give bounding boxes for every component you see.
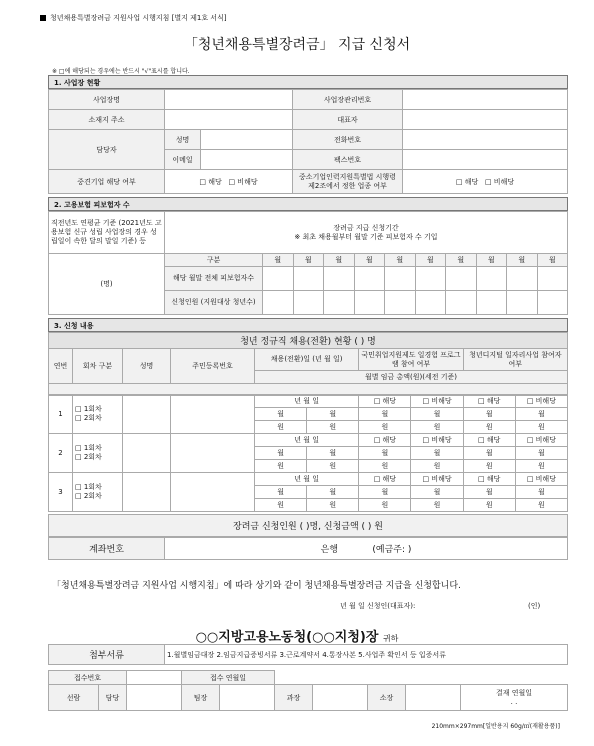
midsize-no-checkbox[interactable]: □ 비해당 xyxy=(228,177,258,186)
wage-cell[interactable]: 원 xyxy=(515,460,567,473)
representative-field[interactable] xyxy=(403,110,568,130)
midsize-yes-checkbox[interactable]: □ 해당 xyxy=(199,177,222,186)
receipt-date-label: 접수 연월일 xyxy=(182,671,275,685)
wage-cell[interactable]: 원 xyxy=(359,421,411,434)
new-hires-cell[interactable] xyxy=(385,291,416,315)
month-cell[interactable]: 월 xyxy=(507,254,538,267)
form-title: 「청년채용특별장려금」 지급 신청서 xyxy=(183,37,411,53)
wage-month-cell[interactable]: 월 xyxy=(411,447,463,460)
wage-month-cell[interactable]: 월 xyxy=(307,408,359,421)
approval-table xyxy=(48,670,568,711)
wage-cell[interactable]: 원 xyxy=(359,460,411,473)
business-name-label: 사업장명 xyxy=(49,90,165,110)
total-insured-cell[interactable] xyxy=(293,267,324,291)
month-cell[interactable]: 월 xyxy=(324,254,355,267)
name-field[interactable] xyxy=(201,130,293,150)
wage-cell[interactable]: 원 xyxy=(463,499,515,512)
wage-month-cell[interactable]: 월 xyxy=(359,447,411,460)
digital-yes-checkbox[interactable]: □ 해당 xyxy=(463,473,515,486)
fax-field[interactable] xyxy=(403,150,568,170)
team-label: 팀장 xyxy=(182,685,220,711)
wage-month-cell[interactable]: 월 xyxy=(307,447,359,460)
regular-hire-count[interactable]: ( ) 명 xyxy=(354,337,376,347)
total-insured-cell[interactable] xyxy=(537,267,568,291)
section2-heading: 2. 고용보험 피보험자 수 xyxy=(48,197,568,211)
attachments-table xyxy=(48,644,568,665)
hire-date-field[interactable]: 년 월 일 xyxy=(255,434,359,447)
row-number: 1 xyxy=(49,395,73,434)
bank-field[interactable]: 은행 xyxy=(320,545,339,555)
new-hires-cell[interactable] xyxy=(354,291,385,315)
office-name: ○○지방고용노동청(○○지청)장 xyxy=(195,630,379,645)
name-label: 성명 xyxy=(165,130,201,150)
col-id: 주민등록번호 xyxy=(171,349,255,384)
applicant-name-field[interactable] xyxy=(123,473,171,512)
new-hires-label: 신청인원 (지원대상 청년수) xyxy=(165,291,263,315)
col-wage: 월별 임금 총액(원)(세전 기준) xyxy=(255,371,568,384)
wage-cell[interactable]: 원 xyxy=(463,421,515,434)
viewer-label: 선람 xyxy=(49,685,99,711)
wage-cell[interactable]: 원 xyxy=(411,460,463,473)
wage-cell[interactable]: 원 xyxy=(255,421,307,434)
form-note: ※ □에 해당되는 경우에는 반드시 "√"표시를 합니다. xyxy=(52,68,190,75)
total-insured-cell[interactable] xyxy=(354,267,385,291)
digital-no-checkbox[interactable]: □ 비해당 xyxy=(515,434,567,447)
receipt-no-field[interactable] xyxy=(127,671,182,685)
hire-date-field[interactable]: 년 월 일 xyxy=(255,473,359,486)
period-title: 장려금 지급 신청기간 xyxy=(333,223,399,232)
new-hires-cell[interactable] xyxy=(476,291,507,315)
declaration: 「청년채용특별장려금 지원사업 시행지침」에 따라 상기와 같이 청년채용특별장려금 지급을 신청합니다. xyxy=(52,581,461,591)
applicant-id-field[interactable] xyxy=(171,473,255,512)
midsize-label: 중견기업 해당 여부 xyxy=(49,170,165,194)
wage-month-cell[interactable]: 월 xyxy=(255,447,307,460)
month-cell[interactable]: 월 xyxy=(385,254,416,267)
wage-cell[interactable]: 원 xyxy=(255,460,307,473)
total-insured-cell[interactable] xyxy=(476,267,507,291)
sme-law-label: 중소기업인력지원특별법 시행령 제2조에서 정한 업종 여부 xyxy=(293,170,403,194)
wage-month-cell[interactable]: 월 xyxy=(255,486,307,499)
phone-field[interactable] xyxy=(403,130,568,150)
wage-month-cell[interactable]: 월 xyxy=(307,486,359,499)
program-no-checkbox[interactable]: □ 비해당 xyxy=(411,395,463,408)
section3-heading: 3. 신청 내용 xyxy=(48,318,568,332)
wage-cell[interactable]: 원 xyxy=(463,460,515,473)
col-program: 국민취업지원제도 일경험 프로그램 참여 여부 xyxy=(359,349,463,371)
total-insured-cell[interactable] xyxy=(263,267,294,291)
guideline-text: 청년채용특별장려금 지원사업 시행지침 [별지 제1호 서식] xyxy=(50,14,227,22)
new-hires-cell[interactable] xyxy=(324,291,355,315)
office-recipient xyxy=(0,626,594,645)
section3-table xyxy=(48,332,568,396)
address-field[interactable] xyxy=(165,110,293,130)
address-label: 소재지 주소 xyxy=(49,110,165,130)
email-field[interactable] xyxy=(201,150,293,170)
wage-month-cell[interactable]: 월 xyxy=(359,408,411,421)
office-suffix: 귀하 xyxy=(382,634,399,643)
wage-month-cell[interactable]: 월 xyxy=(255,408,307,421)
total-insured-cell[interactable] xyxy=(446,267,477,291)
wage-cell[interactable]: 원 xyxy=(411,421,463,434)
wage-month-cell[interactable]: 월 xyxy=(463,447,515,460)
person-unit: (명) xyxy=(49,254,165,315)
program-no-checkbox[interactable]: □ 비해당 xyxy=(411,434,463,447)
summary-table xyxy=(48,514,568,560)
wage-cell[interactable]: 원 xyxy=(411,499,463,512)
month-cell[interactable]: 월 xyxy=(446,254,477,267)
digital-yes-checkbox[interactable]: □ 해당 xyxy=(463,434,515,447)
digital-yes-checkbox[interactable]: □ 해당 xyxy=(463,395,515,408)
month-cell[interactable]: 월 xyxy=(293,254,324,267)
round1-checkbox[interactable]: □ 1회차 xyxy=(75,405,102,413)
applicant-name-field[interactable] xyxy=(123,395,171,434)
receipt-no-label: 접수번호 xyxy=(49,671,127,685)
round2-checkbox[interactable]: □ 2회차 xyxy=(75,453,102,461)
category-label: 구분 xyxy=(165,254,263,267)
col-no: 연번 xyxy=(49,349,73,384)
wage-month-cell[interactable]: 월 xyxy=(463,486,515,499)
section2-table xyxy=(48,211,568,315)
wage-cell[interactable]: 원 xyxy=(307,421,359,434)
applicant-name-field[interactable] xyxy=(123,434,171,473)
section-chief-sign[interactable] xyxy=(313,685,368,711)
fax-label: 팩스번호 xyxy=(293,150,403,170)
total-insured-cell[interactable] xyxy=(507,267,538,291)
account-label: 계좌번호 xyxy=(49,538,165,560)
col-hire-date: 채용(전환)일 (년 월 일) xyxy=(255,349,359,371)
wage-month-cell[interactable]: 월 xyxy=(515,486,567,499)
insured-base-note: 직전년도 연평균 기준 (2021년도 고용보험 신규 성립 사업장의 경우 성립일이 속한 달의 말일 기준) 등 xyxy=(49,212,165,254)
program-yes-checkbox[interactable]: □ 해당 xyxy=(359,395,411,408)
attachments-items: 1.월별임금대장 2.임금지급증빙서류 3.근로계약서 4.통장사본 5.사업주 확인서 등 입증서류 xyxy=(165,645,568,665)
new-hires-cell[interactable] xyxy=(507,291,538,315)
sme-no-checkbox[interactable]: □ 비해당 xyxy=(484,177,515,186)
wage-month-cell[interactable]: 월 xyxy=(463,408,515,421)
business-name-field[interactable] xyxy=(165,90,293,110)
month-cell[interactable]: 월 xyxy=(415,254,446,267)
program-yes-checkbox[interactable]: □ 해당 xyxy=(359,434,411,447)
wage-month-cell[interactable]: 월 xyxy=(411,408,463,421)
staff-sign[interactable] xyxy=(127,685,182,711)
new-hires-cell[interactable] xyxy=(537,291,568,315)
month-cell[interactable]: 월 xyxy=(476,254,507,267)
month-cell[interactable]: 월 xyxy=(263,254,294,267)
seal-mark: (인) xyxy=(528,602,541,610)
program-yes-checkbox[interactable]: □ 해당 xyxy=(359,473,411,486)
wage-month-cell[interactable]: 월 xyxy=(359,486,411,499)
new-hires-cell[interactable] xyxy=(446,291,477,315)
applicant-id-field[interactable] xyxy=(171,395,255,434)
hire-date-field[interactable]: 년 월 일 xyxy=(255,395,359,408)
digital-no-checkbox[interactable]: □ 비해당 xyxy=(515,473,567,486)
summary-line: 장려금 신청인원 ( )명, 신청금액 ( ) 원 xyxy=(49,515,568,537)
round1-checkbox[interactable]: □ 1회차 xyxy=(75,483,102,491)
wage-month-cell[interactable]: 월 xyxy=(515,408,567,421)
month-cell[interactable]: 월 xyxy=(354,254,385,267)
guideline-header xyxy=(40,13,227,23)
head-sign[interactable] xyxy=(406,685,461,711)
email-label: 이메일 xyxy=(165,150,201,170)
new-hires-cell[interactable] xyxy=(415,291,446,315)
regular-hire-label: 청년 정규직 채용(전환) 현황 xyxy=(240,337,352,347)
wage-cell[interactable]: 원 xyxy=(515,499,567,512)
wage-cell[interactable]: 원 xyxy=(255,499,307,512)
wage-month-cell[interactable]: 월 xyxy=(515,447,567,460)
wage-cell[interactable]: 원 xyxy=(515,421,567,434)
total-insured-cell[interactable] xyxy=(324,267,355,291)
program-no-checkbox[interactable]: □ 비해당 xyxy=(411,473,463,486)
sme-yes-checkbox[interactable]: □ 해당 xyxy=(455,177,479,186)
applicant-rows xyxy=(48,394,568,512)
round1-checkbox[interactable]: □ 1회차 xyxy=(75,444,102,452)
section1-table xyxy=(48,89,568,194)
approve-date-field[interactable]: . . xyxy=(510,697,518,706)
staff-label: 담당 xyxy=(99,685,127,711)
phone-label: 전화번호 xyxy=(293,130,403,150)
row-number: 2 xyxy=(49,434,73,473)
head-label: 소장 xyxy=(368,685,406,711)
business-mgmt-no-field[interactable] xyxy=(403,90,568,110)
col-round: 회차 구분 xyxy=(73,349,123,384)
col-digital: 청년디지털 일자리사업 참여자 여부 xyxy=(463,349,567,371)
row-number: 3 xyxy=(49,473,73,512)
section-chief-label: 과장 xyxy=(275,685,313,711)
total-insured-label: 해당 월말 전체 피보험자수 xyxy=(165,267,263,291)
total-insured-cell[interactable] xyxy=(415,267,446,291)
new-hires-cell[interactable] xyxy=(263,291,294,315)
holder-field[interactable]: (예금주: ) xyxy=(372,545,412,555)
square-bullet-icon xyxy=(40,15,46,21)
attachments-label: 첨부서류 xyxy=(49,645,165,665)
team-sign[interactable] xyxy=(220,685,275,711)
total-insured-cell[interactable] xyxy=(385,267,416,291)
business-mgmt-no-label: 사업장관리번호 xyxy=(293,90,403,110)
date-applicant[interactable]: 년 월 일 신청인(대표자): xyxy=(340,602,416,610)
round2-checkbox[interactable]: □ 2회차 xyxy=(75,414,102,422)
wage-cell[interactable]: 원 xyxy=(307,499,359,512)
wage-month-cell[interactable]: 월 xyxy=(411,486,463,499)
person-in-charge-label: 담당자 xyxy=(49,130,165,170)
wage-cell[interactable]: 원 xyxy=(307,460,359,473)
section1-heading: 1. 사업장 현황 xyxy=(48,75,568,89)
digital-no-checkbox[interactable]: □ 비해당 xyxy=(515,395,567,408)
approve-date-label: 결재 연월일 xyxy=(495,688,533,697)
period-note: ※ 최초 채용월부터 월말 기준 피보험자 수 기입 xyxy=(294,232,438,241)
new-hires-cell[interactable] xyxy=(293,291,324,315)
col-name: 성명 xyxy=(123,349,171,384)
applicant-id-field[interactable] xyxy=(171,434,255,473)
wage-cell[interactable]: 원 xyxy=(359,499,411,512)
paper-spec: 210mm×297mm[일반용지 60g/㎡(재활용품)] xyxy=(431,723,560,730)
representative-label: 대표자 xyxy=(293,110,403,130)
month-cell[interactable]: 월 xyxy=(537,254,568,267)
round2-checkbox[interactable]: □ 2회차 xyxy=(75,492,102,500)
